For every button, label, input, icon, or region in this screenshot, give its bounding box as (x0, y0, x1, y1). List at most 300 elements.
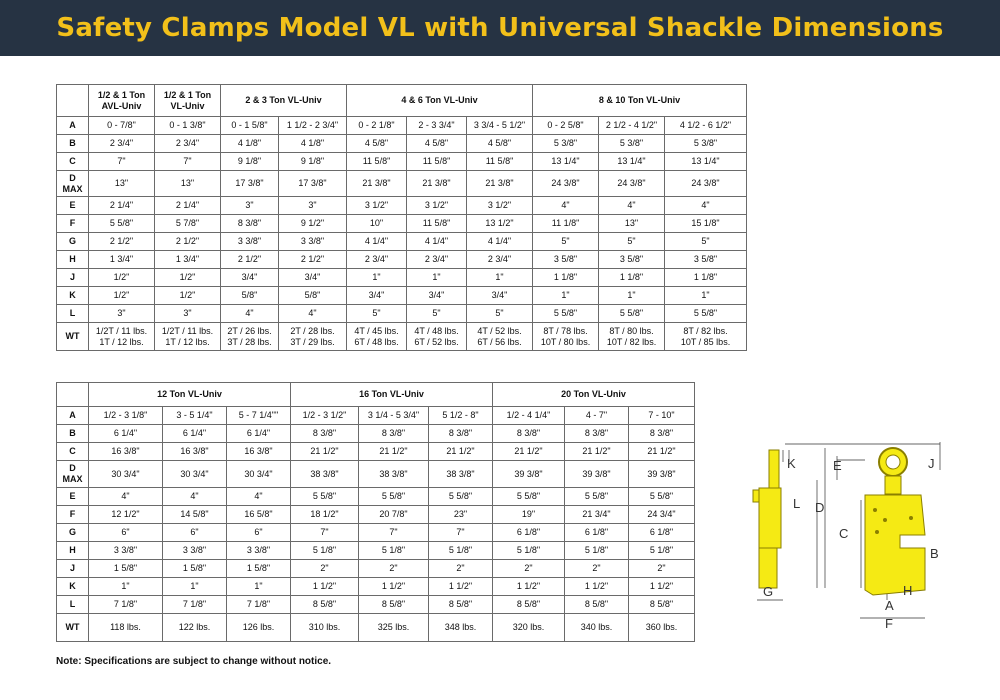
table-cell: 3 1/2" (407, 197, 467, 215)
weight-line: 8T / 80 lbs. (609, 325, 654, 336)
table-row (57, 287, 747, 305)
clamp-dimension-diagram (735, 440, 950, 630)
table-cell: 1" (533, 287, 599, 305)
table-cell: 4 1/4" (347, 233, 407, 251)
table-cell: 0 - 2 1/8" (347, 117, 407, 135)
table-cell: 21 1/2" (565, 443, 629, 461)
weight-row (57, 614, 695, 642)
table-cell: 6 1/4" (227, 425, 291, 443)
table-cell: 8 3/8" (493, 425, 565, 443)
table-cell: 21 3/4" (565, 506, 629, 524)
title-banner (0, 0, 1000, 56)
table-cell: 21 1/2" (291, 443, 359, 461)
label-f: F (885, 616, 893, 630)
weight-line: 4T / 52 lbs. (477, 325, 522, 336)
table-cell: 2" (493, 560, 565, 578)
table-cell: 5/8" (279, 287, 347, 305)
table-cell: 3 3/4 - 5 1/2" (467, 117, 533, 135)
table-cell: 30 3/4" (227, 461, 291, 488)
weight-cell (665, 323, 747, 351)
table-cell: 2 1/4" (155, 197, 221, 215)
table-cell: 5 - 7 1/4"" (227, 407, 291, 425)
table-cell: 2" (429, 560, 493, 578)
table-cell: 9 1/8" (221, 153, 279, 171)
page-title: Safety Clamps Model VL with Universal Shackle Dimensions (56, 13, 944, 43)
row-label-text: J (69, 272, 75, 282)
table-row (57, 443, 695, 461)
weight-cell: 122 lbs. (163, 614, 227, 642)
table-cell: 5 5/8" (565, 488, 629, 506)
table-cell: 3 5/8" (533, 251, 599, 269)
table-cell: 18 1/2" (291, 506, 359, 524)
table-cell: 11 5/8" (347, 153, 407, 171)
table-cell: 3" (89, 305, 155, 323)
table-cell: 30 3/4" (89, 461, 163, 488)
table-cell: 21 1/2" (429, 443, 493, 461)
table-cell: 3 3/8" (163, 542, 227, 560)
row-label-text: H (69, 254, 76, 264)
label-l: L (793, 496, 801, 511)
corner-cell (57, 85, 89, 117)
table-cell: 1 1/2" (493, 578, 565, 596)
table-cell: 2 1/2" (279, 251, 347, 269)
table-cell: 38 3/8" (359, 461, 429, 488)
row-label-text: F (69, 218, 76, 228)
table-cell: 24 3/4" (629, 506, 695, 524)
table-cell: 4" (227, 488, 291, 506)
weight-line: 2T / 26 lbs. (227, 325, 272, 336)
table-cell: 3/4" (407, 287, 467, 305)
table-cell: 2 - 3 3/4" (407, 117, 467, 135)
table-cell: 7 1/8" (163, 596, 227, 614)
table-cell: 7" (359, 524, 429, 542)
table-cell: 2" (565, 560, 629, 578)
row-label-text: E (69, 200, 76, 210)
table-cell: 5 5/8" (359, 488, 429, 506)
weight-line: 3T / 28 lbs. (227, 336, 272, 347)
table-cell: 5" (347, 305, 407, 323)
table-cell: 4" (665, 197, 747, 215)
weight-line: 8T / 78 lbs. (543, 325, 588, 336)
table-cell: 2 1/2" (155, 233, 221, 251)
table-cell: 39 3/8" (493, 461, 565, 488)
row-label-text: C (69, 156, 76, 166)
table-cell: 16 3/8" (163, 443, 227, 461)
table-cell: 8 5/8" (291, 596, 359, 614)
weight-cell (533, 323, 599, 351)
row-label (57, 542, 89, 560)
table-cell: 5 3/8" (533, 135, 599, 153)
table-cell: 7" (429, 524, 493, 542)
table-cell: 4" (599, 197, 665, 215)
table-cell: 1 3/4" (155, 251, 221, 269)
row-label-text: K (69, 581, 76, 591)
table-cell: 5 1/8" (493, 542, 565, 560)
table-cell: 4 1/4" (407, 233, 467, 251)
table-row (57, 578, 695, 596)
table-cell: 5 1/8" (629, 542, 695, 560)
table-cell: 1 1/2" (291, 578, 359, 596)
label-e: E (833, 458, 842, 473)
row-label-text: H (69, 545, 76, 555)
table-cell: 6" (227, 524, 291, 542)
table-cell: 1" (89, 578, 163, 596)
table-cell: 21 1/2" (359, 443, 429, 461)
table-row (57, 560, 695, 578)
table-cell: 9 1/8" (279, 153, 347, 171)
weight-cell: 340 lbs. (565, 614, 629, 642)
table-cell: 3 1/4 - 5 3/4" (359, 407, 429, 425)
table-cell: 3 3/8" (279, 233, 347, 251)
table-row (57, 524, 695, 542)
table-cell: 7 - 10" (629, 407, 695, 425)
table-cell: 1/2" (155, 269, 221, 287)
table-cell: 8 5/8" (565, 596, 629, 614)
table-cell: 24 3/8" (599, 171, 665, 197)
weight-line: 6T / 52 lbs. (414, 336, 459, 347)
table-cell: 13 1/2" (467, 215, 533, 233)
table-cell: 5 5/8" (89, 215, 155, 233)
table-cell: 1/2" (155, 287, 221, 305)
table-row (57, 407, 695, 425)
table-cell: 3 1/2" (347, 197, 407, 215)
table-cell: 0 - 2 5/8" (533, 117, 599, 135)
weight-cell (221, 323, 279, 351)
table-cell: 5 1/8" (359, 542, 429, 560)
table-cell: 6 1/8" (565, 524, 629, 542)
table-cell: 2 1/2 - 4 1/2" (599, 117, 665, 135)
table-cell: 3" (279, 197, 347, 215)
table-cell: 39 3/8" (629, 461, 695, 488)
table-cell: 1/2 - 4 1/4" (493, 407, 565, 425)
table-row (57, 135, 747, 153)
table-cell: 7 1/8" (227, 596, 291, 614)
table-cell: 2 3/4" (347, 251, 407, 269)
table-cell: 2 3/4" (89, 135, 155, 153)
table-cell: 1/2 - 3 1/2" (291, 407, 359, 425)
table-cell: 8 3/8" (291, 425, 359, 443)
row-label-text: G (68, 236, 76, 246)
table-cell: 5 5/8" (291, 488, 359, 506)
table-cell: 1 1/2" (429, 578, 493, 596)
table-cell: 2" (629, 560, 695, 578)
corner-cell (57, 383, 89, 407)
table-row (57, 251, 747, 269)
row-label (57, 305, 89, 323)
weight-cell (407, 323, 467, 351)
table-cell: 6 1/4" (163, 425, 227, 443)
table-cell: 1 3/4" (89, 251, 155, 269)
weight-line: 4T / 48 lbs. (414, 325, 459, 336)
table-cell: 5 5/8" (493, 488, 565, 506)
row-label-text: B (69, 428, 76, 438)
table-cell: 13" (155, 171, 221, 197)
table-cell: 13 1/4" (599, 153, 665, 171)
table-cell: 16 3/8" (89, 443, 163, 461)
table-cell: 39 3/8" (565, 461, 629, 488)
table-cell: 5 1/8" (291, 542, 359, 560)
row-label (57, 215, 89, 233)
table-cell: 12 1/2" (89, 506, 163, 524)
table-cell: 4 - 7" (565, 407, 629, 425)
table-cell: 13" (599, 215, 665, 233)
table-cell: 2 3/4" (467, 251, 533, 269)
group-sublabel: VL-Univ (170, 100, 205, 111)
table-cell: 1 1/2" (629, 578, 695, 596)
table-cell: 1 1/8" (533, 269, 599, 287)
row-label-text: A (69, 120, 76, 130)
table-cell: 5" (665, 233, 747, 251)
table-cell: 5 3/8" (665, 135, 747, 153)
table-cell: 24 3/8" (665, 171, 747, 197)
weight-cell: 126 lbs. (227, 614, 291, 642)
label-g: G (763, 584, 774, 599)
specs-table-large (56, 382, 695, 642)
table-cell: 1" (227, 578, 291, 596)
table-cell: 1 1/8" (599, 269, 665, 287)
row-label (57, 488, 89, 506)
table-cell: 1 5/8" (227, 560, 291, 578)
label-a: A (885, 598, 894, 613)
row-label (57, 287, 89, 305)
table-row (57, 117, 747, 135)
table-cell: 19" (493, 506, 565, 524)
row-label (57, 171, 89, 197)
table-cell: 5 5/8" (665, 305, 747, 323)
row-label (57, 578, 89, 596)
weight-line: 4T / 45 lbs. (354, 325, 399, 336)
table-cell: 3/4" (221, 269, 279, 287)
weight-row (57, 323, 747, 351)
table-row (57, 269, 747, 287)
weight-cell (279, 323, 347, 351)
table-cell: 1" (467, 269, 533, 287)
table-cell: 6 1/4" (89, 425, 163, 443)
table-cell: 4" (533, 197, 599, 215)
column-group-header (89, 85, 155, 117)
weight-line: 1/2T / 11 lbs. (161, 325, 214, 336)
table-row (57, 461, 695, 488)
weight-cell (599, 323, 665, 351)
table-cell: 2 1/2" (221, 251, 279, 269)
table-row (57, 305, 747, 323)
table-cell: 11 5/8" (467, 153, 533, 171)
table-row (57, 215, 747, 233)
table-cell: 5" (407, 305, 467, 323)
row-label-text: E (69, 491, 76, 501)
row-label-text: L (69, 308, 76, 318)
row-label: WT (57, 323, 89, 351)
table-cell: 16 3/8" (227, 443, 291, 461)
row-label: WT (57, 614, 89, 642)
row-label (57, 443, 89, 461)
table-cell: 1" (599, 287, 665, 305)
table-cell: 5/8" (221, 287, 279, 305)
table-cell: 6 1/8" (629, 524, 695, 542)
table-cell: 6 1/8" (493, 524, 565, 542)
weight-cell: 360 lbs. (629, 614, 695, 642)
table-cell: 2 1/4" (89, 197, 155, 215)
row-label-sub: MAX (62, 183, 83, 194)
row-label-text: C (69, 446, 76, 456)
weight-cell (347, 323, 407, 351)
label-j: J (928, 456, 935, 471)
row-label (57, 407, 89, 425)
table-cell: 4 5/8" (467, 135, 533, 153)
row-label (57, 251, 89, 269)
table-cell: 3 1/2" (467, 197, 533, 215)
table-row (57, 506, 695, 524)
table-cell: 3 5/8" (599, 251, 665, 269)
table-cell: 4 1/8" (279, 135, 347, 153)
row-label (57, 425, 89, 443)
table-cell: 1" (347, 269, 407, 287)
specs-table-small (56, 84, 747, 351)
table-row (57, 171, 747, 197)
row-label-text: D (69, 172, 76, 183)
group-label: 8 & 10 Ton VL-Univ (598, 95, 681, 105)
weight-line: 10T / 85 lbs. (680, 336, 731, 347)
label-d: D (815, 500, 825, 515)
table-row (57, 153, 747, 171)
table-cell: 3 - 5 1/4" (163, 407, 227, 425)
table-cell: 5" (533, 233, 599, 251)
table-cell: 1" (665, 287, 747, 305)
column-group-header: 12 Ton VL-Univ (89, 383, 291, 407)
table-row (57, 233, 747, 251)
table-cell: 1 1/2 - 2 3/4" (279, 117, 347, 135)
table-cell: 1 5/8" (89, 560, 163, 578)
table-cell: 11 1/8" (533, 215, 599, 233)
table-cell: 8 5/8" (493, 596, 565, 614)
table-cell: 3 5/8" (665, 251, 747, 269)
row-label-text: G (68, 527, 76, 537)
table-cell: 4" (221, 305, 279, 323)
row-label (57, 461, 89, 488)
table-cell: 1" (407, 269, 467, 287)
table-row (57, 425, 695, 443)
table-cell: 13 1/4" (533, 153, 599, 171)
table-cell: 3/4" (467, 287, 533, 305)
table-cell: 23" (429, 506, 493, 524)
table-row (57, 197, 747, 215)
row-label-text: D (69, 463, 76, 473)
row-label (57, 524, 89, 542)
table-cell: 7" (89, 153, 155, 171)
table-cell: 1 1/2" (565, 578, 629, 596)
table-cell: 2" (359, 560, 429, 578)
column-group-header: 20 Ton VL-Univ (493, 383, 695, 407)
table-cell: 1/2 - 3 1/8" (89, 407, 163, 425)
table-cell: 7 1/8" (89, 596, 163, 614)
row-label (57, 117, 89, 135)
table-cell: 5 5/8" (599, 305, 665, 323)
table-cell: 38 3/8" (291, 461, 359, 488)
table-cell: 1/2" (89, 269, 155, 287)
row-label (57, 197, 89, 215)
table-cell: 5 7/8" (155, 215, 221, 233)
table-cell: 6" (89, 524, 163, 542)
table-cell: 4" (89, 488, 163, 506)
weight-line: 6T / 48 lbs. (354, 336, 399, 347)
table-cell: 14 5/8" (163, 506, 227, 524)
table-cell: 21 1/2" (629, 443, 695, 461)
table-cell: 8 3/8" (359, 425, 429, 443)
row-label (57, 233, 89, 251)
table-cell: 8 5/8" (629, 596, 695, 614)
table-cell: 4 1/4" (467, 233, 533, 251)
column-group-header (533, 85, 747, 117)
weight-line: 6T / 56 lbs. (477, 336, 522, 347)
weight-cell: 320 lbs. (493, 614, 565, 642)
weight-cell: 118 lbs. (89, 614, 163, 642)
table-cell: 8 3/8" (565, 425, 629, 443)
table-cell: 8 3/8" (429, 425, 493, 443)
column-group-header (347, 85, 533, 117)
weight-cell: 310 lbs. (291, 614, 359, 642)
table-cell: 5 1/8" (429, 542, 493, 560)
label-b: B (930, 546, 939, 561)
table-cell: 38 3/8" (429, 461, 493, 488)
weight-line: 1T / 12 lbs. (99, 336, 144, 347)
table-cell: 10" (347, 215, 407, 233)
table-cell: 15 1/8" (665, 215, 747, 233)
weight-line: 2T / 28 lbs. (290, 325, 335, 336)
table-cell: 4 1/8" (221, 135, 279, 153)
table-cell: 2" (291, 560, 359, 578)
group-label: 2 & 3 Ton VL-Univ (245, 95, 322, 105)
table-cell: 4" (163, 488, 227, 506)
table-cell: 5 1/8" (565, 542, 629, 560)
label-c: C (839, 526, 849, 541)
table-cell: 3 3/8" (89, 542, 163, 560)
disclaimer-note: Note: Specifications are subject to change without notice. (56, 656, 332, 667)
column-group-header (155, 85, 221, 117)
group-sublabel: AVL-Univ (101, 100, 142, 111)
table-cell: 0 - 7/8" (89, 117, 155, 135)
weight-line: 1T / 12 lbs. (165, 336, 210, 347)
row-label (57, 153, 89, 171)
row-label-text: L (69, 599, 76, 609)
table-cell: 4 5/8" (347, 135, 407, 153)
row-label-text: J (69, 563, 75, 573)
weight-line: 8T / 82 lbs. (683, 325, 728, 336)
table-cell: 1" (163, 578, 227, 596)
row-label-text: B (69, 138, 76, 148)
table-cell: 7" (155, 153, 221, 171)
table-cell: 5" (467, 305, 533, 323)
table-cell: 21 3/8" (467, 171, 533, 197)
table-cell: 8 3/8" (221, 215, 279, 233)
row-label (57, 560, 89, 578)
table-cell: 5 1/2 - 8" (429, 407, 493, 425)
table-cell: 0 - 1 3/8" (155, 117, 221, 135)
table-cell: 2 3/4" (155, 135, 221, 153)
table-cell: 13" (89, 171, 155, 197)
table-cell: 11 5/8" (407, 153, 467, 171)
row-label (57, 269, 89, 287)
table-cell: 21 1/2" (493, 443, 565, 461)
weight-line: 10T / 80 lbs. (540, 336, 591, 347)
label-h: H (903, 583, 913, 598)
table-cell: 5 3/8" (599, 135, 665, 153)
table-cell: 6" (163, 524, 227, 542)
table-row (57, 596, 695, 614)
table-cell: 21 3/8" (407, 171, 467, 197)
row-label-text: K (69, 290, 76, 300)
row-label-sub: MAX (62, 474, 83, 484)
weight-line: 10T / 82 lbs. (606, 336, 657, 347)
